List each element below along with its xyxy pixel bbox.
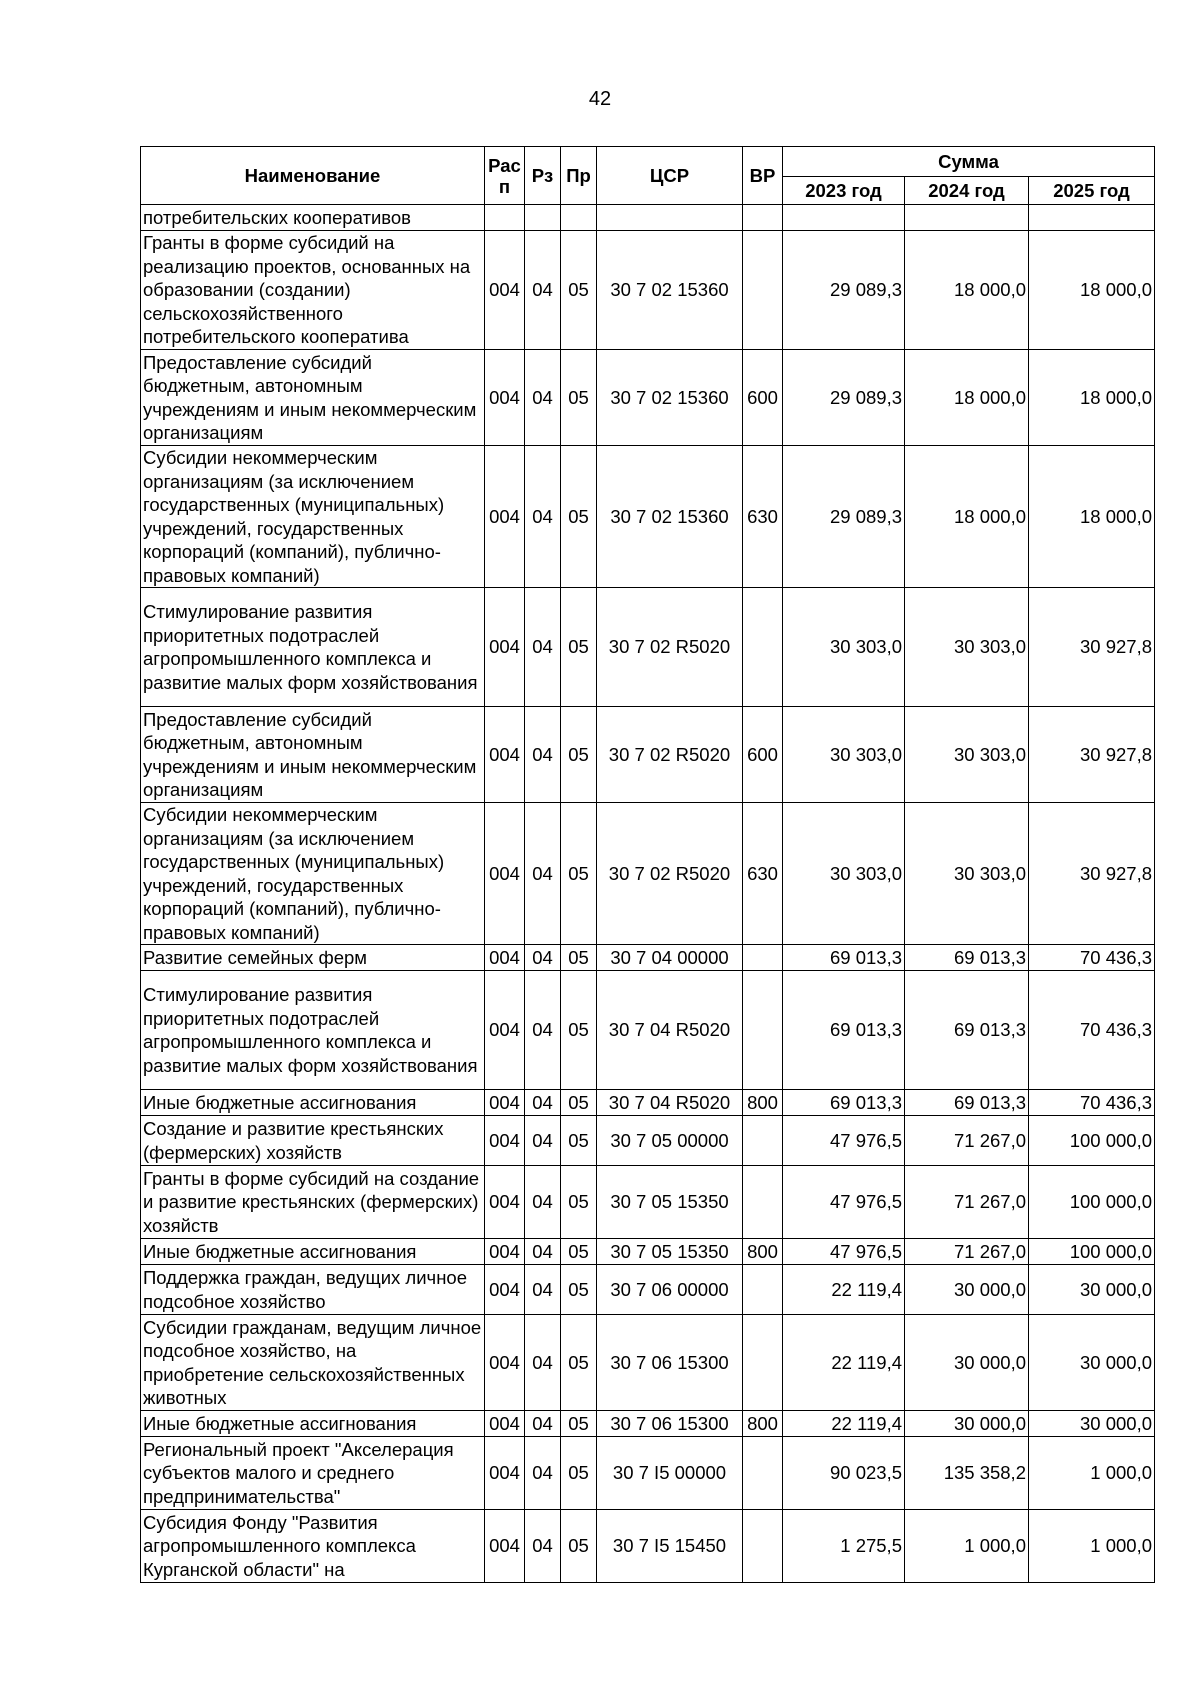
table-row: [141, 1090, 1155, 1116]
row-2025: 70 436,3: [1029, 1090, 1155, 1116]
row-2023: 30 303,0: [783, 588, 905, 707]
row-pr: 05: [561, 446, 597, 588]
row-2023: 47 976,5: [783, 1116, 905, 1166]
row-rz: [525, 205, 561, 231]
row-2023: 29 089,3: [783, 350, 905, 446]
row-2025: 30 927,8: [1029, 803, 1155, 945]
row-csr: 30 7 05 00000: [597, 1116, 743, 1166]
row-pr: 05: [561, 945, 597, 971]
row-2025: 30 927,8: [1029, 588, 1155, 707]
row-2025: 30 000,0: [1029, 1315, 1155, 1411]
row-2024: 18 000,0: [905, 350, 1029, 446]
row-2025: 30 000,0: [1029, 1411, 1155, 1437]
table-row: [141, 1411, 1155, 1437]
row-2025: 70 436,3: [1029, 945, 1155, 971]
row-rz: 04: [525, 1166, 561, 1239]
row-rz: 04: [525, 707, 561, 803]
row-2024: 30 303,0: [905, 707, 1029, 803]
row-csr: 30 7 I5 15450: [597, 1510, 743, 1583]
row-2025: 18 000,0: [1029, 231, 1155, 350]
row-csr: 30 7 02 R5020: [597, 588, 743, 707]
row-2024: 135 358,2: [905, 1437, 1029, 1510]
row-csr: 30 7 02 15360: [597, 350, 743, 446]
row-pr: 05: [561, 1166, 597, 1239]
row-2024: 69 013,3: [905, 945, 1029, 971]
table-row: [141, 1437, 1155, 1510]
row-vr: 600: [743, 707, 783, 803]
row-csr: [597, 205, 743, 231]
row-vr: [743, 1315, 783, 1411]
row-name: Иные бюджетные ассигнования: [141, 1090, 485, 1116]
budget-table: [140, 146, 1155, 1583]
row-rasp: 004: [485, 1315, 525, 1411]
row-rasp: 004: [485, 446, 525, 588]
row-2024: 71 267,0: [905, 1116, 1029, 1166]
row-rz: 04: [525, 971, 561, 1090]
header-2025: 2025 год: [1029, 177, 1155, 205]
row-2023: 90 023,5: [783, 1437, 905, 1510]
row-2024: 1 000,0: [905, 1510, 1029, 1583]
row-2024: 71 267,0: [905, 1166, 1029, 1239]
row-vr: [743, 1510, 783, 1583]
row-2023: 29 089,3: [783, 446, 905, 588]
row-2025: 100 000,0: [1029, 1166, 1155, 1239]
row-vr: 630: [743, 803, 783, 945]
row-csr: 30 7 02 15360: [597, 446, 743, 588]
row-2023: 22 119,4: [783, 1265, 905, 1315]
row-2023: 22 119,4: [783, 1411, 905, 1437]
row-pr: 05: [561, 971, 597, 1090]
row-2023: 29 089,3: [783, 231, 905, 350]
table-row: [141, 1239, 1155, 1265]
row-rz: 04: [525, 350, 561, 446]
row-name: Субсидии гражданам, ведущим личное подсобное хозяйство, на приобретение сельскохозяйственных животных: [141, 1315, 485, 1411]
table-row: [141, 707, 1155, 803]
row-rz: 04: [525, 1411, 561, 1437]
row-2023: 47 976,5: [783, 1166, 905, 1239]
header-name: Наименование: [141, 147, 485, 205]
row-name: Субсидии некоммерческим организациям (за исключением государственных (муниципальных) учреждений, государственных корпораций (компаний), публично-правовых компаний): [141, 446, 485, 588]
row-pr: 05: [561, 1510, 597, 1583]
row-rasp: 004: [485, 1265, 525, 1315]
row-2023: 69 013,3: [783, 945, 905, 971]
row-csr: 30 7 06 15300: [597, 1315, 743, 1411]
row-vr: 800: [743, 1090, 783, 1116]
header-rasp: Рас п: [485, 147, 525, 205]
row-csr: 30 7 I5 00000: [597, 1437, 743, 1510]
row-vr: [743, 1166, 783, 1239]
header-2023: 2023 год: [783, 177, 905, 205]
row-pr: 05: [561, 1411, 597, 1437]
row-pr: 05: [561, 1090, 597, 1116]
table-row: [141, 205, 1155, 231]
row-rasp: [485, 205, 525, 231]
row-name: Региональный проект "Акселерация субъектов малого и среднего предпринимательства": [141, 1437, 485, 1510]
row-rasp: 004: [485, 1510, 525, 1583]
header-sum: Сумма: [783, 147, 1155, 177]
row-name: Стимулирование развития приоритетных подотраслей агропромышленного комплекса и развитие малых форм хозяйствования: [141, 971, 485, 1090]
table-row: [141, 945, 1155, 971]
row-csr: 30 7 06 00000: [597, 1265, 743, 1315]
table-row: [141, 971, 1155, 1090]
row-name: Иные бюджетные ассигнования: [141, 1239, 485, 1265]
row-pr: 05: [561, 588, 597, 707]
row-rz: 04: [525, 1315, 561, 1411]
row-2024: 30 000,0: [905, 1315, 1029, 1411]
row-rasp: 004: [485, 350, 525, 446]
table-row: [141, 1315, 1155, 1411]
header-2024: 2024 год: [905, 177, 1029, 205]
table-row: [141, 1166, 1155, 1239]
row-rasp: 004: [485, 588, 525, 707]
row-2025: 100 000,0: [1029, 1239, 1155, 1265]
row-rz: 04: [525, 1239, 561, 1265]
page-number: 42: [588, 88, 612, 110]
row-rz: 04: [525, 945, 561, 971]
row-vr: [743, 231, 783, 350]
row-2025: 70 436,3: [1029, 971, 1155, 1090]
header-pr: Пр: [561, 147, 597, 205]
table-row: [141, 588, 1155, 707]
row-name: Поддержка граждан, ведущих личное подсобное хозяйство: [141, 1265, 485, 1315]
row-2024: 18 000,0: [905, 231, 1029, 350]
row-name: Стимулирование развития приоритетных подотраслей агропромышленного комплекса и развитие малых форм хозяйствования: [141, 588, 485, 707]
table-row: [141, 1510, 1155, 1583]
row-2024: 69 013,3: [905, 971, 1029, 1090]
row-pr: 05: [561, 1315, 597, 1411]
row-name: Развитие семейных ферм: [141, 945, 485, 971]
table-row: [141, 803, 1155, 945]
row-vr: 630: [743, 446, 783, 588]
row-2025: 30 000,0: [1029, 1265, 1155, 1315]
row-pr: 05: [561, 350, 597, 446]
row-2025: 18 000,0: [1029, 350, 1155, 446]
row-vr: 800: [743, 1411, 783, 1437]
row-name: Гранты в форме субсидий на создание и развитие крестьянских (фермерских) хозяйств: [141, 1166, 485, 1239]
row-name: Предоставление субсидий бюджетным, автономным учреждениям и иным некоммерческим организациям: [141, 350, 485, 446]
row-2024: 30 000,0: [905, 1411, 1029, 1437]
row-2023: 69 013,3: [783, 971, 905, 1090]
row-2024: 18 000,0: [905, 446, 1029, 588]
row-rz: 04: [525, 803, 561, 945]
row-csr: 30 7 02 R5020: [597, 803, 743, 945]
row-rz: 04: [525, 588, 561, 707]
row-2023: 47 976,5: [783, 1239, 905, 1265]
row-rz: 04: [525, 1437, 561, 1510]
row-2024: 30 000,0: [905, 1265, 1029, 1315]
row-2023: 30 303,0: [783, 707, 905, 803]
row-2023: 30 303,0: [783, 803, 905, 945]
row-2025: 30 927,8: [1029, 707, 1155, 803]
row-name: Субсидия Фонду "Развития агропромышленного комплекса Курганской области" на: [141, 1510, 485, 1583]
row-2025: 1 000,0: [1029, 1437, 1155, 1510]
header-vr: ВР: [743, 147, 783, 205]
row-pr: [561, 205, 597, 231]
row-rasp: 004: [485, 1437, 525, 1510]
row-2024: 71 267,0: [905, 1239, 1029, 1265]
row-2023: [783, 205, 905, 231]
row-pr: 05: [561, 1116, 597, 1166]
row-rasp: 004: [485, 1239, 525, 1265]
row-name: Создание и развитие крестьянских (фермерских) хозяйств: [141, 1116, 485, 1166]
row-name: Гранты в форме субсидий на реализацию проектов, основанных на образовании (создании) сельскохозяйственного потребительского кооператива: [141, 231, 485, 350]
row-csr: 30 7 04 R5020: [597, 971, 743, 1090]
row-name: Субсидии некоммерческим организациям (за исключением государственных (муниципальных) учреждений, государственных корпораций (компаний), публично-правовых компаний): [141, 803, 485, 945]
row-rz: 04: [525, 1265, 561, 1315]
row-vr: [743, 1116, 783, 1166]
header-rz: Рз: [525, 147, 561, 205]
row-rz: 04: [525, 1090, 561, 1116]
row-2023: 69 013,3: [783, 1090, 905, 1116]
row-pr: 05: [561, 1437, 597, 1510]
row-pr: 05: [561, 803, 597, 945]
row-name: Предоставление субсидий бюджетным, автономным учреждениям и иным некоммерческим организациям: [141, 707, 485, 803]
row-2023: 1 275,5: [783, 1510, 905, 1583]
row-rz: 04: [525, 1510, 561, 1583]
row-vr: 800: [743, 1239, 783, 1265]
row-rz: 04: [525, 446, 561, 588]
row-2024: 69 013,3: [905, 1090, 1029, 1116]
row-rasp: 004: [485, 707, 525, 803]
row-vr: 600: [743, 350, 783, 446]
row-rasp: 004: [485, 945, 525, 971]
row-csr: 30 7 04 00000: [597, 945, 743, 971]
row-pr: 05: [561, 1265, 597, 1315]
row-csr: 30 7 06 15300: [597, 1411, 743, 1437]
row-rasp: 004: [485, 803, 525, 945]
row-pr: 05: [561, 707, 597, 803]
row-vr: [743, 588, 783, 707]
row-2024: 30 303,0: [905, 803, 1029, 945]
row-2025: 18 000,0: [1029, 446, 1155, 588]
row-rz: 04: [525, 1116, 561, 1166]
row-csr: 30 7 04 R5020: [597, 1090, 743, 1116]
row-rasp: 004: [485, 231, 525, 350]
row-csr: 30 7 05 15350: [597, 1166, 743, 1239]
row-rz: 04: [525, 231, 561, 350]
row-name: Иные бюджетные ассигнования: [141, 1411, 485, 1437]
row-rasp: 004: [485, 1166, 525, 1239]
row-csr: 30 7 02 15360: [597, 231, 743, 350]
row-vr: [743, 945, 783, 971]
row-vr: [743, 205, 783, 231]
row-csr: 30 7 05 15350: [597, 1239, 743, 1265]
row-vr: [743, 1437, 783, 1510]
row-2024: [905, 205, 1029, 231]
row-vr: [743, 1265, 783, 1315]
row-2025: 100 000,0: [1029, 1116, 1155, 1166]
row-2025: [1029, 205, 1155, 231]
row-csr: 30 7 02 R5020: [597, 707, 743, 803]
row-pr: 05: [561, 231, 597, 350]
table-row: [141, 446, 1155, 588]
table-row: [141, 1116, 1155, 1166]
row-rasp: 004: [485, 971, 525, 1090]
table-row: [141, 231, 1155, 350]
row-2023: 22 119,4: [783, 1315, 905, 1411]
table-row: [141, 350, 1155, 446]
row-rasp: 004: [485, 1090, 525, 1116]
row-rasp: 004: [485, 1116, 525, 1166]
header-csr: ЦСР: [597, 147, 743, 205]
row-2024: 30 303,0: [905, 588, 1029, 707]
row-2025: 1 000,0: [1029, 1510, 1155, 1583]
row-vr: [743, 971, 783, 1090]
table-row: [141, 1265, 1155, 1315]
row-rasp: 004: [485, 1411, 525, 1437]
row-name: потребительских кооперативов: [141, 205, 485, 231]
row-pr: 05: [561, 1239, 597, 1265]
